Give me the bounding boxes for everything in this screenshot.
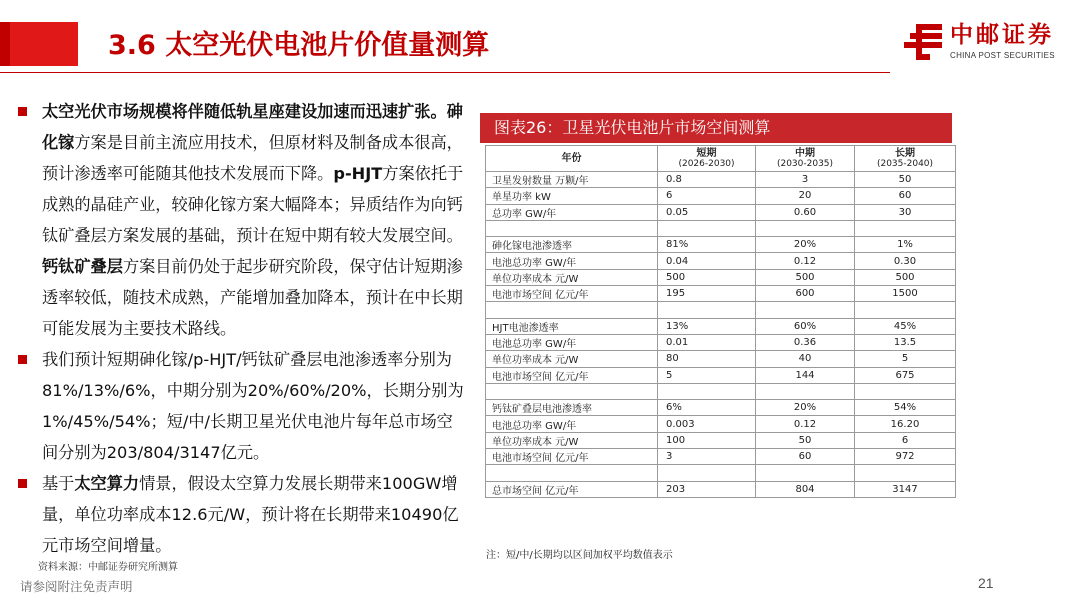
table-row xyxy=(486,286,956,302)
value-cell: 500 xyxy=(855,269,956,285)
bullet-text-bold: 砷化镓 xyxy=(42,102,463,152)
value-cell: 3147 xyxy=(855,481,956,497)
row-label-cell xyxy=(486,465,658,481)
table-row xyxy=(486,416,956,432)
value-cell xyxy=(855,220,956,236)
disclaimer-note: 请参阅附注免责声明 xyxy=(20,579,133,594)
value-cell: 500 xyxy=(756,269,855,285)
value-cell: 0.01 xyxy=(658,334,756,350)
header-period: (2026-2030) xyxy=(678,158,735,169)
value-cell: 600 xyxy=(756,286,855,302)
row-label-cell xyxy=(486,302,658,318)
value-cell: 804 xyxy=(756,481,855,497)
value-cell: 50 xyxy=(855,172,956,188)
table-header-cell xyxy=(486,146,658,172)
value-cell xyxy=(756,220,855,236)
table-row xyxy=(486,449,956,465)
table-row xyxy=(486,351,956,367)
value-cell xyxy=(855,383,956,399)
value-cell: 60 xyxy=(756,449,855,465)
value-cell: 50 xyxy=(756,432,855,448)
table-row xyxy=(486,204,956,220)
value-cell: 60 xyxy=(855,188,956,204)
row-label-cell: 卫星发射数量 万颗/年 xyxy=(486,172,658,188)
value-cell xyxy=(658,465,756,481)
bullet-text: 方案目前仍处于起步研究阶段，保守估计短期渗透率较低，随技术成熟，产能增加叠加降本，预计在中长期可能发展为主要技术路线。 xyxy=(42,257,463,338)
value-cell: 675 xyxy=(855,367,956,383)
value-cell xyxy=(756,465,855,481)
bullet-text-bold: 钙钛矿叠层 xyxy=(42,257,123,276)
value-cell: 195 xyxy=(658,286,756,302)
value-cell: 0.04 xyxy=(658,253,756,269)
row-label-cell: 电池市场空间 亿元/年 xyxy=(486,286,658,302)
value-cell: 13% xyxy=(658,318,756,334)
value-cell xyxy=(658,383,756,399)
table-row xyxy=(486,400,956,416)
value-cell: 5 xyxy=(855,351,956,367)
value-cell: 20% xyxy=(756,237,855,253)
row-label-cell: 单位功率成本 元/W xyxy=(486,351,658,367)
bullet-text: 方案是目前主流应用技术，但原材料及制备成本很高，预计渗透率可能随其他技术发展而下降。 xyxy=(42,133,463,183)
value-cell: 6% xyxy=(658,400,756,416)
value-cell xyxy=(756,302,855,318)
value-cell xyxy=(658,220,756,236)
table-title: 图表26：卫星光伏电池片市场空间测算 xyxy=(480,113,952,143)
table-row xyxy=(486,481,956,497)
value-cell: 13.5 xyxy=(855,334,956,350)
table-row xyxy=(486,318,956,334)
company-logo xyxy=(902,20,1072,68)
bullet-item xyxy=(14,468,464,561)
value-cell: 0.8 xyxy=(658,172,756,188)
bullet-text-bold: 太空算力 xyxy=(74,474,140,493)
logo-name-cn: 中邮证券 xyxy=(950,22,1054,48)
bullet-text-bold: p-HJT xyxy=(333,164,383,183)
value-cell: 0.05 xyxy=(658,204,756,220)
header-period: (2035-2040) xyxy=(876,158,934,169)
row-label-cell: 电池市场空间 亿元/年 xyxy=(486,449,658,465)
bullet-marker-icon xyxy=(18,479,27,488)
value-cell: 0.60 xyxy=(756,204,855,220)
row-label-cell: 总市场空间 亿元/年 xyxy=(486,481,658,497)
value-cell: 60% xyxy=(756,318,855,334)
table-row xyxy=(486,172,956,188)
value-cell: 3 xyxy=(756,172,855,188)
value-cell: 0.30 xyxy=(855,253,956,269)
row-label-cell: HJT电池渗透率 xyxy=(486,318,658,334)
value-cell: 0.12 xyxy=(756,253,855,269)
value-cell: 0.003 xyxy=(658,416,756,432)
value-cell: 1% xyxy=(855,237,956,253)
value-cell: 40 xyxy=(756,351,855,367)
bullet-text: 我们预计短期砷化镓/p-HJT/钙钛矿叠层电池渗透率分别为81%/13%/6%，中期分别为20%/60%/20%，长期分别为1%/45%/54%；短/中/长期卫星光伏电池片每年总市场空间分别为203/804/3147亿元。 xyxy=(42,350,464,462)
table-spacer-row xyxy=(486,383,956,399)
bullet-item xyxy=(14,344,464,468)
value-cell: 5 xyxy=(658,367,756,383)
row-label-cell: 钙钛矿叠层电池渗透率 xyxy=(486,400,658,416)
page-title: 3.6 太空光伏电池片价值量测算 xyxy=(108,30,490,61)
table-row xyxy=(486,269,956,285)
row-label-cell: 电池市场空间 亿元/年 xyxy=(486,367,658,383)
bullet-text: 方案依托于成熟的晶硅产业，较砷化镓方案大幅降本；异质结作为向钙钛矿叠层方案发展的基础，预计在短中期有较大发展空间。 xyxy=(42,164,464,245)
china-post-logo-icon xyxy=(902,20,944,64)
value-cell xyxy=(658,302,756,318)
bullet-marker-icon xyxy=(18,107,27,116)
table-spacer-row xyxy=(486,302,956,318)
table-header-cell xyxy=(756,146,855,172)
value-cell: 500 xyxy=(658,269,756,285)
table-header-row xyxy=(486,146,956,172)
value-cell: 3 xyxy=(658,449,756,465)
row-label-cell: 电池总功率 GW/年 xyxy=(486,334,658,350)
table-header-cell xyxy=(658,146,756,172)
value-cell: 45% xyxy=(855,318,956,334)
header-period: (2030-2035) xyxy=(776,158,834,169)
table-row xyxy=(486,367,956,383)
value-cell: 20 xyxy=(756,188,855,204)
value-cell xyxy=(855,302,956,318)
table-row xyxy=(486,188,956,204)
title-divider xyxy=(0,72,890,73)
row-label-cell: 电池总功率 GW/年 xyxy=(486,416,658,432)
bullet-text: 情景，假设太空算力发展长期带来100GW增量，单位功率成本12.6元/W，预计将在长期带来10490亿元市场空间增量。 xyxy=(42,474,459,555)
value-cell: 54% xyxy=(855,400,956,416)
row-label-cell: 电池总功率 GW/年 xyxy=(486,253,658,269)
bullet-text-bold: 太空光伏市场规模将伴随低轨星座建设加速而迅速扩张。 xyxy=(42,102,447,121)
value-cell: 81% xyxy=(658,237,756,253)
table-spacer-row xyxy=(486,465,956,481)
value-cell: 100 xyxy=(658,432,756,448)
bullet-list xyxy=(14,96,464,561)
value-cell: 6 xyxy=(855,432,956,448)
title-accent-block xyxy=(0,22,78,66)
bullet-marker-icon xyxy=(18,355,27,364)
value-cell: 20% xyxy=(756,400,855,416)
table-row xyxy=(486,334,956,350)
row-label-cell: 砷化镓电池渗透率 xyxy=(486,237,658,253)
value-cell: 80 xyxy=(658,351,756,367)
header-label: 年份 xyxy=(561,153,582,164)
table-header-cell xyxy=(855,146,956,172)
row-label-cell xyxy=(486,220,658,236)
value-cell: 0.12 xyxy=(756,416,855,432)
table-row xyxy=(486,253,956,269)
value-cell: 972 xyxy=(855,449,956,465)
value-cell: 30 xyxy=(855,204,956,220)
value-cell: 1500 xyxy=(855,286,956,302)
logo-name-en: CHINA POST SECURITIES xyxy=(950,51,1055,60)
row-label-cell: 单星功率 kW xyxy=(486,188,658,204)
value-cell: 144 xyxy=(756,367,855,383)
value-cell: 0.36 xyxy=(756,334,855,350)
value-cell xyxy=(756,383,855,399)
page-number: 21 xyxy=(978,575,994,591)
row-label-cell: 总功率 GW/年 xyxy=(486,204,658,220)
value-cell xyxy=(855,465,956,481)
table-row xyxy=(486,237,956,253)
header-label: 中期 xyxy=(795,147,815,159)
header-label: 短期 xyxy=(696,147,717,159)
table-row xyxy=(486,432,956,448)
header-label: 长期 xyxy=(895,147,915,159)
table-spacer-row xyxy=(486,220,956,236)
value-cell: 203 xyxy=(658,481,756,497)
bullet-item xyxy=(14,96,464,344)
value-cell: 6 xyxy=(658,188,756,204)
market-space-table xyxy=(485,145,956,498)
row-label-cell: 单位功率成本 元/W xyxy=(486,432,658,448)
source-note: 资料来源：中邮证券研究所测算 xyxy=(38,562,178,573)
bullet-text: 基于 xyxy=(42,474,75,493)
table-note: 注：短/中/长期均以区间加权平均数值表示 xyxy=(486,550,673,561)
row-label-cell xyxy=(486,383,658,399)
value-cell: 16.20 xyxy=(855,416,956,432)
row-label-cell: 单位功率成本 元/W xyxy=(486,269,658,285)
